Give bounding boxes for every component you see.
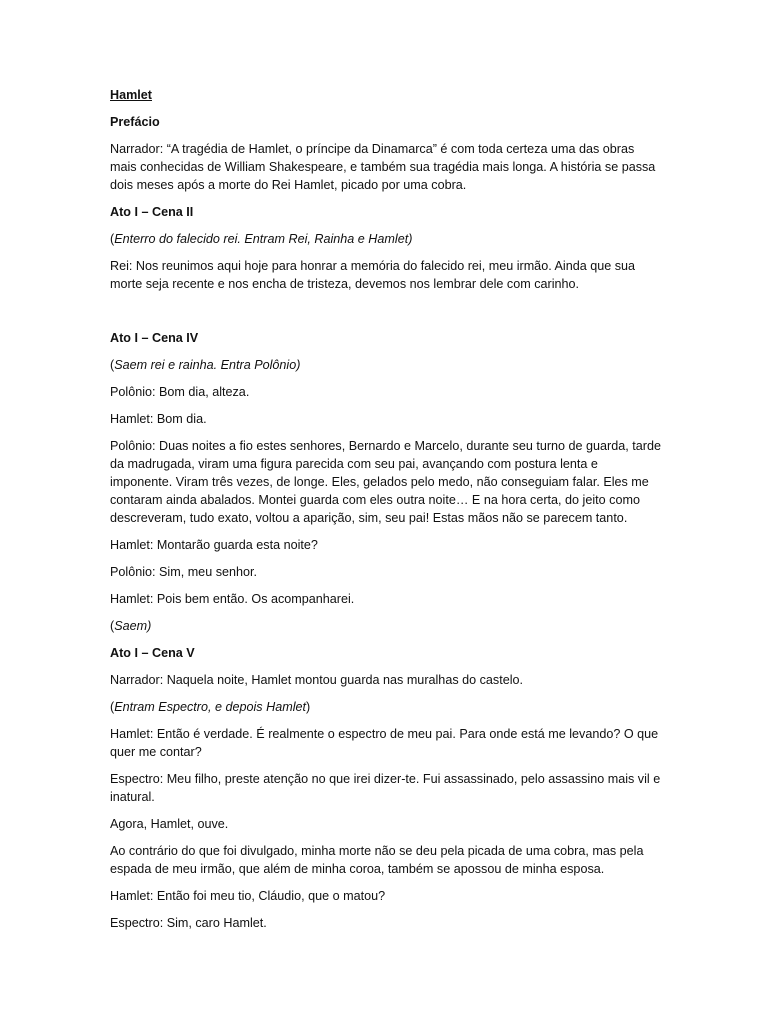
stage-direction <box>110 698 662 716</box>
stage-direction-text: Enterro do falecido rei. Entram Rei, Rainha e Hamlet) <box>114 232 413 246</box>
stage-direction-paren: ( <box>110 358 115 372</box>
scene-heading: Ato I – Cena II <box>110 205 194 219</box>
dialogue-line: Hamlet: Bom dia. <box>110 412 207 426</box>
document-title: Hamlet <box>110 88 152 102</box>
dialogue-line: Espectro: Meu filho, preste atenção no que irei dizer-te. Fui assassinado, pelo assassino mais vil e inatural. <box>110 772 661 804</box>
stage-direction <box>110 356 662 374</box>
narrator-intro: Narrador: “A tragédia de Hamlet, o príncipe da Dinamarca” é com toda certeza uma das obras mais conhecidas de William Shakespeare, e também sua tragédia mais longa. A história se passa dois meses após a morte do Rei Hamlet, picado por uma cobra. <box>110 142 656 192</box>
dialogue-line: Ao contrário do que foi divulgado, minha morte não se deu pela picada de uma cobra, mas pela espada de meu irmão, que além de minha coroa, também se apossou de minha esposa. <box>110 844 644 876</box>
dialogue-line: Hamlet: Montarão guarda esta noite? <box>110 538 318 552</box>
scene-heading: Ato I – Cena V <box>110 646 195 660</box>
dialogue-line: Polônio: Sim, meu senhor. <box>110 565 258 579</box>
dialogue-line: Hamlet: Pois bem então. Os acompanharei. <box>110 592 355 606</box>
stage-direction-paren: ( <box>110 232 115 246</box>
section-spacer <box>110 302 662 329</box>
dialogue-line: Hamlet: Então é verdade. É realmente o espectro de meu pai. Para onde está me levando? O que quer me contar? <box>110 727 659 759</box>
stage-direction-text: Saem rei e rainha. Entra Polônio) <box>114 358 301 372</box>
dialogue-line: Rei: Nos reunimos aqui hoje para honrar a memória do falecido rei, meu irmão. Ainda que sua morte seja recente e nos encha de tristeza, devemos nos lembrar dele com carinho. <box>110 259 636 291</box>
dialogue-line: Narrador: Naquela noite, Hamlet montou guarda nas muralhas do castelo. <box>110 673 524 687</box>
stage-direction-text: Entram Espectro, e depois Hamlet <box>114 700 306 714</box>
dialogue-line: Hamlet: Então foi meu tio, Cláudio, que o matou? <box>110 889 386 903</box>
document-page <box>110 86 662 941</box>
stage-direction <box>110 230 662 248</box>
stage-direction-paren-close: ) <box>306 700 311 714</box>
dialogue-line: Agora, Hamlet, ouve. <box>110 817 229 831</box>
stage-direction-paren: ( <box>110 700 115 714</box>
dialogue-line: Polônio: Duas noites a fio estes senhores, Bernardo e Marcelo, durante seu turno de guarda, tarde da madrugada, viram uma figura parecida com seu pai, avançando com postura lenta e imponente. Viram três vezes, de longe. Eles, gelados pelo medo, não conseguiam falar. Eles me contaram ainda abalados. Montei guarda com eles outra noite… E na hora certa, do jeito como descreveram, tudo exato, voltou a aparição, sim, seu pai! Estas mãos não se parecem tanto. <box>110 439 661 525</box>
stage-direction <box>110 617 662 635</box>
scene-heading: Ato I – Cena IV <box>110 331 199 345</box>
stage-direction-paren: ( <box>110 619 115 633</box>
preface-heading: Prefácio <box>110 115 160 129</box>
dialogue-line: Polônio: Bom dia, alteza. <box>110 385 250 399</box>
dialogue-line: Espectro: Sim, caro Hamlet. <box>110 916 267 930</box>
stage-direction-text: Saem) <box>114 619 152 633</box>
